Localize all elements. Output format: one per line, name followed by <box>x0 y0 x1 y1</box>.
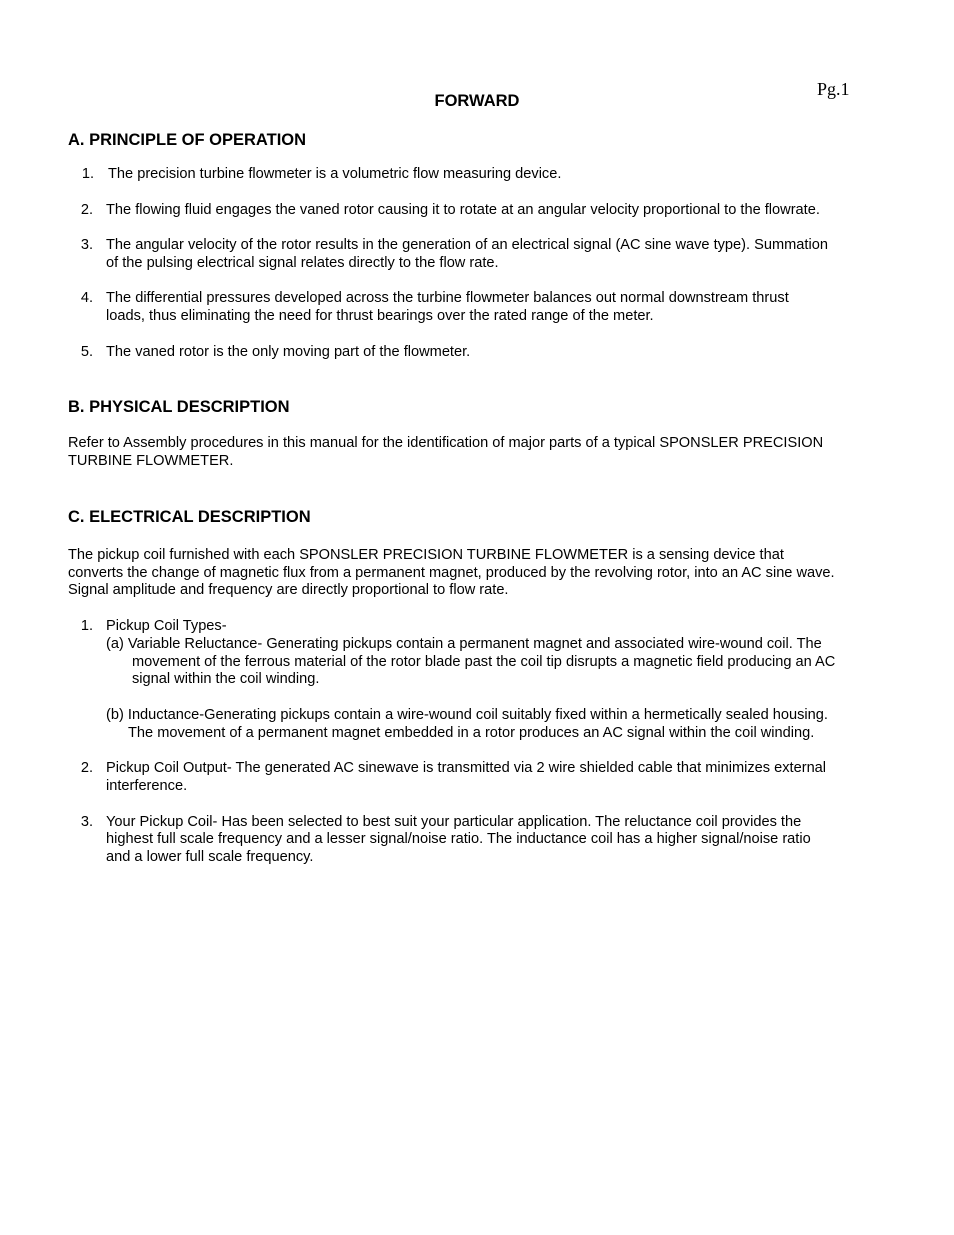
list-item-text: The flowing fluid engages the vaned rotor causing it to rotate at an angular velocity proportional to the flowrate. <box>106 202 820 218</box>
list-item-number: 1. <box>80 618 93 634</box>
sub-item-b-line: (b) Inductance-Generating pickups contain a wire-wound coil suitably fixed within a hermetically sealed housing. <box>106 707 828 723</box>
list-item-number: 1. <box>81 166 94 182</box>
list-item-text: loads, thus eliminating the need for thrust bearings over the rated range of the meter. <box>106 308 654 324</box>
paragraph-line: TURBINE FLOWMETER. <box>68 453 234 469</box>
list-item-text: highest full scale frequency and a lesser signal/noise ratio. The inductance coil has a higher signal/noise ratio <box>106 831 811 847</box>
section-c-heading: C. ELECTRICAL DESCRIPTION <box>68 508 311 526</box>
page-number: Pg.1 <box>817 79 850 99</box>
paragraph-line: The pickup coil furnished with each SPONSLER PRECISION TURBINE FLOWMETER is a sensing device that <box>68 547 784 563</box>
list-item-text: The precision turbine flowmeter is a volumetric flow measuring device. <box>108 166 562 182</box>
page-title: FORWARD <box>434 92 520 110</box>
sub-item-a-line: (a) Variable Reluctance- Generating pickups contain a permanent magnet and associated wire-wound coil. The <box>106 636 822 652</box>
sub-item-b-line: The movement of a permanent magnet embedded in a rotor produces an AC signal within the coil winding. <box>128 725 815 741</box>
list-item-number: 5. <box>80 344 93 360</box>
paragraph-line: Refer to Assembly procedures in this manual for the identification of major parts of a typical SPONSLER PRECISION <box>68 435 824 451</box>
list-item-text: of the pulsing electrical signal relates directly to the flow rate. <box>106 255 499 271</box>
paragraph-line: Signal amplitude and frequency are directly proportional to flow rate. <box>68 582 509 598</box>
list-item-text: and a lower full scale frequency. <box>106 849 314 865</box>
list-item-text: interference. <box>106 778 188 794</box>
list-item-number: 2. <box>80 202 93 218</box>
list-item-text: The angular velocity of the rotor results in the generation of an electrical signal (AC sine wave type). Summation <box>106 237 828 253</box>
list-item-number: 3. <box>80 237 93 253</box>
list-item-text: Pickup Coil Output- The generated AC sinewave is transmitted via 2 wire shielded cable that minimizes external <box>106 760 827 776</box>
paragraph-line: converts the change of magnetic flux from a permanent magnet, produced by the revolving rotor, into an AC sine wave. <box>68 565 835 581</box>
sub-item-a-line: signal within the coil winding. <box>132 671 320 687</box>
sub-item-a-line: movement of the ferrous material of the rotor blade past the coil tip disrupts a magnetic field producing an AC <box>132 654 836 670</box>
list-item-number: 2. <box>80 760 93 776</box>
list-item-text: The vaned rotor is the only moving part of the flowmeter. <box>106 344 471 360</box>
list-item-label: Pickup Coil Types- <box>106 618 227 634</box>
list-item-text: Your Pickup Coil- Has been selected to best suit your particular application. The reluctance coil provides the <box>106 814 802 830</box>
section-a-heading: A. PRINCIPLE OF OPERATION <box>68 131 307 149</box>
section-b-heading: B. PHYSICAL DESCRIPTION <box>68 398 290 416</box>
list-item-number: 4. <box>80 290 93 306</box>
list-item-text: The differential pressures developed across the turbine flowmeter balances out normal downstream thrust <box>106 290 789 306</box>
list-item-number: 3. <box>80 814 93 830</box>
